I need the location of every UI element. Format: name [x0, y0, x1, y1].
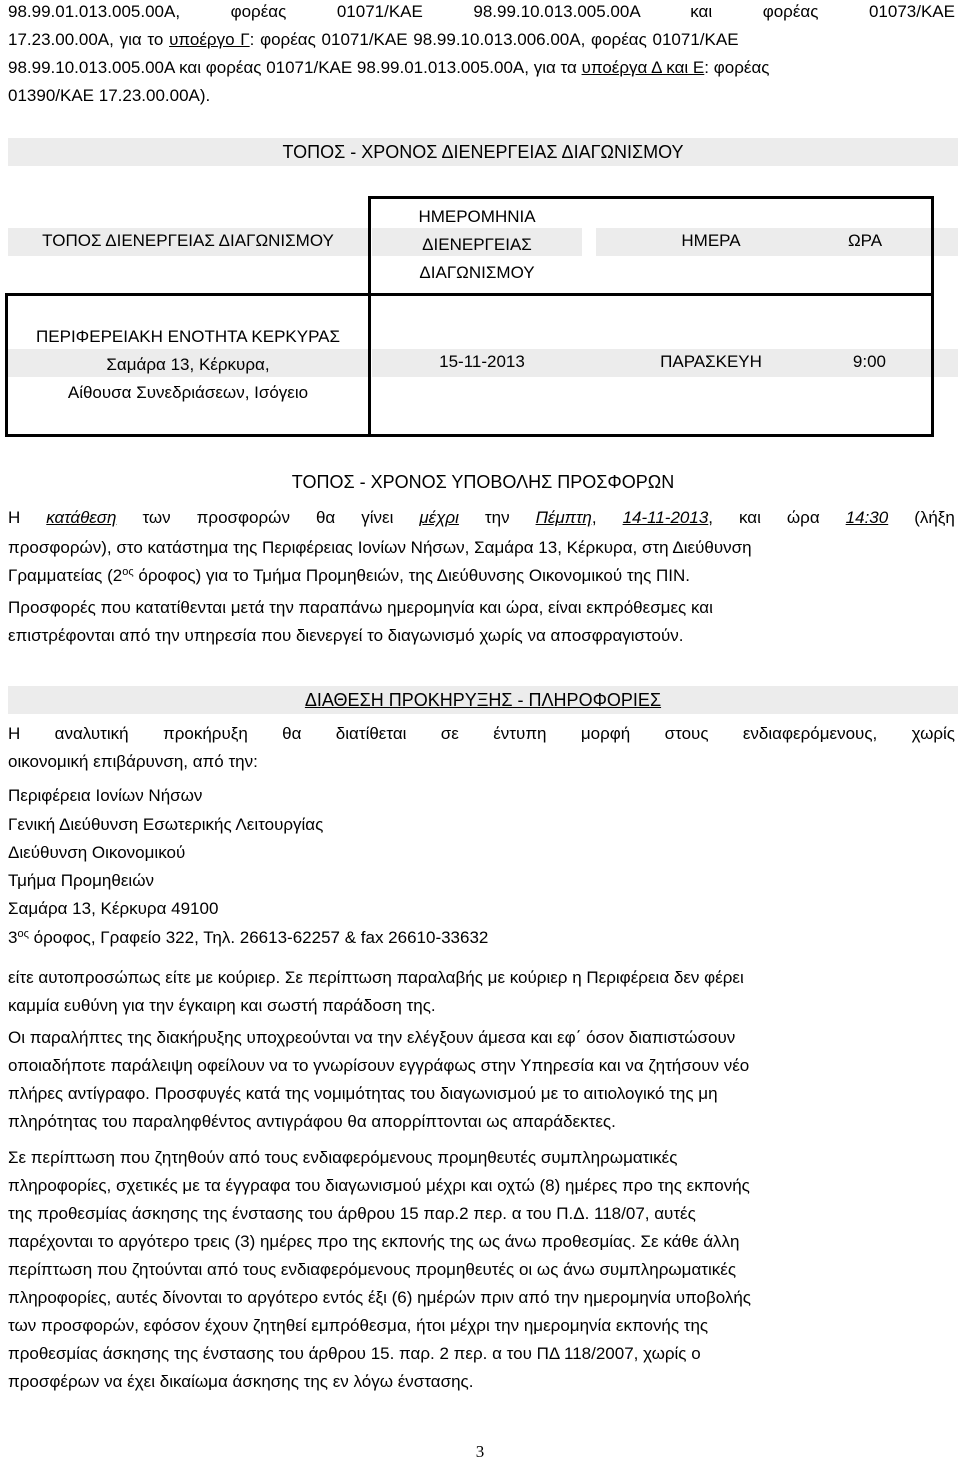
row-place: ΠΕΡΙΦΕΡΕΙΑΚΗ ΕΝΟΤΗΤΑ ΚΕΡΚΥΡΑΣ Σαμάρα 13, Κέρκυρα, Αίθουσα Συνεδριάσεων, Ισόγειο	[35, 327, 341, 402]
header-date: ΗΜΕΡΟΜΗΝΙΑ ΔΙΕΝΕΡΓΕΙΑΣ ΔΙΑΓΩΝΙΣΜΟΥ	[418, 207, 536, 282]
table-top-border	[368, 196, 933, 199]
offers-line-1: Η κατάθεση των προσφορών θα γίνει μέχρι την Πέμπτη, 14-11-2013, και ώρα 14:30 (λήξη	[8, 508, 955, 527]
para-c-line-1: Σε περίπτωση που ζητηθούν από τους ενδιαφερόμενους προμηθευτές συμπληρωματικές	[8, 1148, 678, 1167]
offers-line-5: επιστρέφονται από την υπηρεσία που διενεργεί το διαγωνισμό χωρίς να αποσφραγιστούν.	[8, 626, 684, 645]
subproject-c-link: υποέργο Γ	[169, 30, 250, 49]
page-number: 3	[475, 1442, 485, 1461]
para-c-line-3: της προθεσμίας άσκησης της ένστασης του άρθρου 15 παρ.2 περ. α του Π.Δ. 118/07, αυτές	[8, 1204, 696, 1223]
address-line-2: Γενική Διεύθυνση Εσωτερικής Λειτουργίας	[8, 815, 324, 834]
address-line-4: Τμήμα Προμηθειών	[8, 871, 154, 890]
para-b-line-3: πλήρες αντίγραφο. Προσφυγές κατά της νομιμότητας του διαγωνισμού με το αιτιολογικό της μη	[8, 1084, 718, 1103]
row-date: 15-11-2013	[439, 352, 525, 371]
address-line-1: Περιφέρεια Ιονίων Νήσων	[8, 786, 203, 805]
address-line-3: Διεύθυνση Οικονομικού	[8, 843, 186, 862]
address-line-5: Σαμάρα 13, Κέρκυρα 49100	[8, 899, 219, 918]
availability-line-2: οικονομική επιβάρυνση, από την:	[8, 752, 258, 771]
table-divider-vertical	[368, 196, 371, 436]
availability-line-1: Η αναλυτική προκήρυξη θα διατίθεται σε έντυπη μορφή στους ενδιαφερόμενους, χωρίς	[8, 724, 955, 743]
offers-line-4: Προσφορές που κατατίθενται μετά την παραπάνω ημερομηνία και ώρα, είναι εκπρόθεσμες και	[8, 598, 713, 617]
address-line-6: $3^{o\varsigma}$ όροφος, Γραφείο 322, Τηλ. 26613-62257 & fax 26610-33632	[8, 928, 489, 947]
para-a-line-1: είτε αυτοπροσώπως είτε με κούριερ. Σε περίπτωση παραλαβής με κούριερ η Περιφέρεια δεν φέρει	[8, 968, 744, 987]
offers-title: ΤΟΠΟΣ - ΧΡΟΝΟΣ ΥΠΟΒΟΛΗΣ ΠΡΟΣΦΟΡΩΝ	[291, 472, 675, 492]
para-c-line-7: των προσφορών, εφόσον έχουν ζητηθεί εμπρόθεσμα, ήτοι μέχρι την ημερομηνία εκπονής της	[8, 1316, 709, 1335]
header-place: ΤΟΠΟΣ ΔΙΕΝΕΡΓΕΙΑΣ ΔΙΑΓΩΝΙΣΜΟΥ	[42, 231, 334, 250]
para-c-line-8: προθεσμίας άσκησης της ένστασης του άρθρου 15. παρ. 2 περ. α του ΠΔ 118/2007, χωρίς ο	[8, 1344, 701, 1363]
para-b-line-2: οποιαδήποτε παράλειψη οφείλουν να το γνωρίσουν εγγράφως στην Υπηρεσία και να ζητήσουν νέο	[8, 1056, 750, 1075]
header-time: ΩΡΑ	[847, 231, 883, 250]
table-row-divider	[5, 293, 934, 296]
para-a-line-2: καμμία ευθύνη για την έγκαιρη και σωστή παράδοση της.	[8, 996, 436, 1015]
top-line-1: 98.99.01.013.005.00Α, φορέας 01071/ΚΑΕ 98.99.10.013.005.00Α και φορέας 01073/ΚΑΕ	[8, 2, 955, 21]
para-c-line-2: πληροφορίες, σχετικές με τα έγγραφα του διαγωνισμού μέχρι και οχτώ (8) ημέρες προ της εκπονής	[8, 1176, 750, 1195]
top-line-4: 01390/ΚΑΕ 17.23.00.00Α).	[8, 86, 211, 105]
para-c-line-4: παρέχονται το αργότερο τρεις (3) ημέρες προ της εκπονής της ως άνω προθεσμίας. Σε κάθε άλλη	[8, 1232, 740, 1251]
schedule-title: ΤΟΠΟΣ - ΧΡΟΝΟΣ ΔΙΕΝΕΡΓΕΙΑΣ ΔΙΑΓΩΝΙΣΜΟΥ	[282, 142, 684, 162]
offers-line-3: Γραμματείας ($2^{o\varsigma}$ όροφος) για το Τμήμα Προμηθειών, της Διεύθυνσης Οικονομικού της ΠΙΝ.	[8, 566, 690, 585]
para-b-line-1: Οι παραλήπτες της διακήρυξης υποχρεούνται να την ελέγξουν άμεσα και εφ΄ όσον διαπιστώσουν	[8, 1028, 736, 1047]
row-day: ΠΑΡΑΣΚΕΥΗ	[660, 352, 762, 371]
top-line-2: 17.23.00.00Α, για το υποέργο Γ: φορέας 01071/ΚΑΕ 98.99.10.013.006.00Α, φορέας 01071/ΚΑΕ	[8, 30, 739, 49]
top-line-3: 98.99.10.013.005.00Α και φορέας 01071/ΚΑΕ 98.99.01.013.005.00Α, για τα υποέργα Δ και Ε: φορέας	[8, 58, 770, 77]
para-b-line-4: πληρότητας του παραληφθέντος αντιγράφου θα απορρίπτονται ως απαράδεκτες.	[8, 1112, 616, 1131]
para-c-line-9: προσφέρων να έχει δικαίωμα άσκησης της εν λόγω ένστασης.	[8, 1372, 474, 1391]
header-day: ΗΜΕΡΑ	[681, 231, 741, 250]
para-c-line-6: πληροφορίες, αυτές δίνονται το αργότερο εντός έξι (6) ημέρών πριν από την ημερομηνία υποβολής	[8, 1288, 751, 1307]
availability-title: ΔΙΑΘΕΣΗ ΠΡΟΚΗΡΥΞΗΣ - ΠΛΗΡΟΦΟΡΙΕΣ	[304, 690, 662, 710]
para-c-line-5: περίπτωση που ζητούνται από τους ενδιαφερόμενους προμηθευτές οι ως άνω συμπληρωματικές	[8, 1260, 737, 1279]
row-time: 9:00	[852, 352, 886, 371]
table-bottom-border	[5, 434, 934, 437]
subprojects-d-e-link: υποέργα Δ και Ε	[581, 58, 705, 77]
offers-line-2: προσφορών), στο κατάστημα της Περιφέρειας Ιονίων Νήσων, Σαμάρα 13, Κέρκυρα, στη Διεύθυνση	[8, 538, 752, 557]
